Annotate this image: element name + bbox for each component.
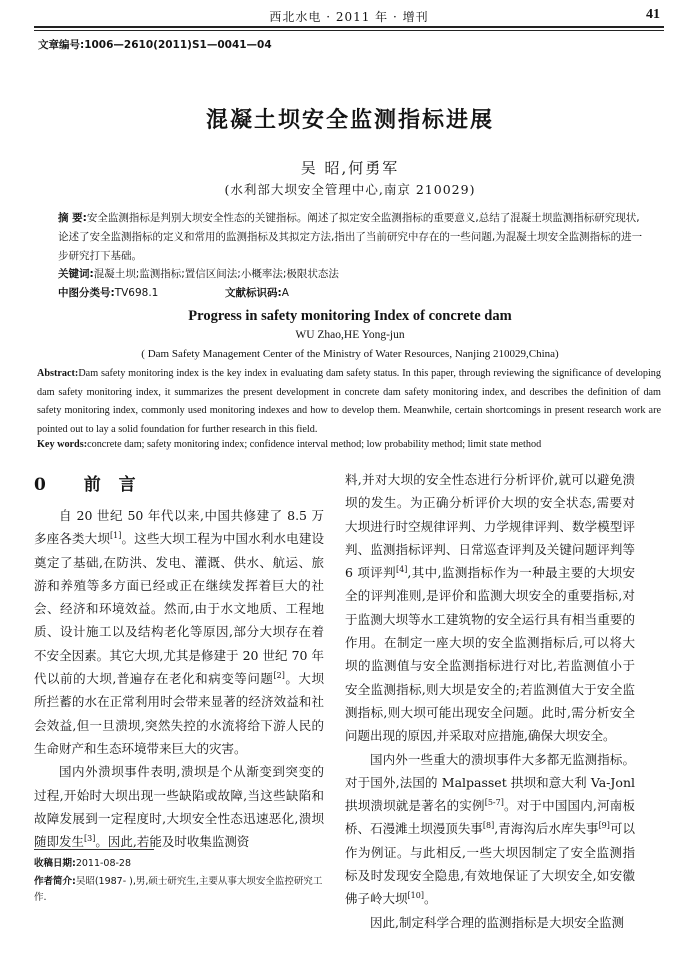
abstract-en-text: Dam safety monitoring index is the key index in evaluating dam safety status. In this paper, through reviewing the significance of developing dam safety monitoring index, it summarizes the present development in concrete dam safety monitoring index, and describes the definition of dam safety monitoring index, commonly used monitoring indexes and how to develop them. Meanwhile, certain shortcomings in present research work are pointed out to lay a solid foundation for further research in this field.: [37, 368, 661, 435]
abstract-chinese: [58, 209, 648, 266]
citation: [2]: [273, 670, 285, 680]
footnote-rule: [34, 849, 154, 850]
title-english: Progress in safety monitoring Index of concrete dam: [188, 308, 512, 324]
section-title: 前 言: [83, 475, 142, 495]
abstract-en-label: Abstract:: [37, 368, 79, 379]
citation: [10]: [407, 891, 424, 901]
citation: [5-7]: [484, 798, 504, 807]
article-number: 文章编号:1006—2610(2011)S1—0041—04: [38, 39, 272, 51]
doc-code-value: A: [281, 287, 289, 299]
title-chinese: 混凝土坝安全监测指标进展: [205, 108, 494, 133]
footnote-received: 收稿日期:2011-08-28: [34, 858, 132, 869]
clc-label: 中图分类号:: [58, 287, 115, 299]
body-column-left: [34, 470, 324, 853]
keywords-en-text: concrete dam; safety monitoring index; confidence interval method; low probability method; limit state method: [87, 439, 542, 450]
body-paragraph: 料,并对大坝的安全性态进行分析评价,就可以避免溃坝的发生。为正确分析评价大坝的安全状态,需要对大坝进行时空规律评判、力学规律评判、数学模型评判、监测指标评判、日常巡查评判及关键问题评判等 6 项评判[4],其中,监测指标作为一种最主要的大坝安全的评判准则,是评价和监测大坝安全的重要指标,对于监测大坝等水工建筑物的安全运行具有相当重要的作用。在制定一座大坝的安全监测指标后,可以将大坝的监测值与安全监测指标进行对比,若监测值小于安全监测指标,则大坝是安全的;若监测值大于安全监测指标,则大坝可能出现安全问题。此时,需分析安全问题出现的原因,并采取对应措施,确保大坝安全。: [345, 472, 635, 744]
body-column-right: [345, 468, 635, 934]
citation: [4]: [396, 565, 408, 575]
citation: [9]: [598, 821, 610, 831]
page-number: 41: [646, 7, 660, 22]
classification-line: [58, 285, 289, 300]
authors-english: WU Zhao,HE Yong-jun: [295, 329, 405, 341]
citation: [1]: [110, 531, 122, 541]
affiliation-english: ( Dam Safety Management Center of the Ministry of Water Resources, Nanjing 210029,China): [141, 348, 559, 360]
abstract-english: [37, 365, 661, 439]
abstract-text: 安全监测指标是判别大坝安全性态的关键指标。阐述了拟定安全监测指标的重要意义,总结了混凝土坝监测指标研究现状,论述了安全监测指标的定义和常用的监测指标及其拟定方法,指出了当前研究中存在的一些问题,为混凝土坝安全监测指标的进一步研究打下基础。: [58, 212, 643, 262]
keywords-chinese: [58, 266, 339, 281]
keywords-text: 混凝土坝;监测指标;置信区间法;小概率法;极限状态法: [93, 268, 339, 280]
header-rule: [34, 30, 664, 31]
doc-code-label: 文献标识码:: [225, 287, 282, 299]
footnote-author: 作者简介:吴昭(1987- ),男,硕士研究生,主要从事大坝安全监控研究工作.: [34, 876, 323, 903]
body-paragraph: 因此,制定科学合理的监测指标是大坝安全监测: [370, 914, 624, 930]
keywords-label: 关键词:: [58, 268, 94, 280]
running-header: [34, 6, 664, 28]
body-paragraph: 自 20 世纪 50 年代以来,中国共修建了 8.5 万多座各类大坝[1]。这些大坝工程为中国水利水电建设奠定了基础,在防洪、发电、灌溉、供水、航运、旅游和养殖等多方面已经或正在继续发挥着巨大的社会、经济和环境效益。然而,由于水文地质、工程地质、设计施工以及结构老化等原因,部分大坝存在着不安全因素。其它大坝,尤其是修建于 20 世纪 70 年代以前的大坝,普遍存在老化和病变等问题[2]。大坝所拦蓄的水在正常利用时会带来显著的经济效益和社会效益,但一旦溃坝,突然失控的水流将给下游人民的生命财产和生态环境带来巨大的灾害。: [34, 508, 324, 756]
body-paragraph: 国内外一些重大的溃坝事件大多都无监测指标。对于国外,法国的 Malpasset 拱坝和意大利 Va-Jonl 拱坝溃坝就是著名的实例[5-7]。对于中国国内,河南板桥、石漫滩土坝漫顶失事[8],青海沟后水库失事[9]可以作为例证。与此相反,一些大坝因制定了安全监测指标及时发现安全隐患,有效地保证了大坝安全,如安徽佛子岭大坝[10]。: [345, 751, 635, 907]
citation: [3]: [84, 834, 96, 843]
affiliation-chinese: (水利部大坝安全管理中心,南京 210029): [224, 182, 476, 197]
citation: [8]: [482, 821, 495, 831]
clc-value: TV698.1: [114, 287, 159, 299]
section-heading: [34, 470, 324, 500]
journal-name: 西北水电 · 2011 年 · 增刊: [269, 10, 429, 24]
abstract-label: 摘 要:: [58, 212, 87, 224]
body-paragraph: 国内外溃坝事件表明,溃坝是个从渐变到突变的过程,开始时大坝出现一些缺陷或故障,当这些缺陷和故障发展到一定程度时,大坝安全性态迅速恶化,溃坝随即发生[3]。因此,若能及时收集监测资: [34, 764, 324, 850]
keywords-en-label: Key words:: [37, 439, 88, 450]
section-number: 0: [34, 475, 52, 495]
keywords-english: [37, 439, 661, 450]
authors-chinese: 吴 昭,何勇军: [300, 159, 400, 177]
